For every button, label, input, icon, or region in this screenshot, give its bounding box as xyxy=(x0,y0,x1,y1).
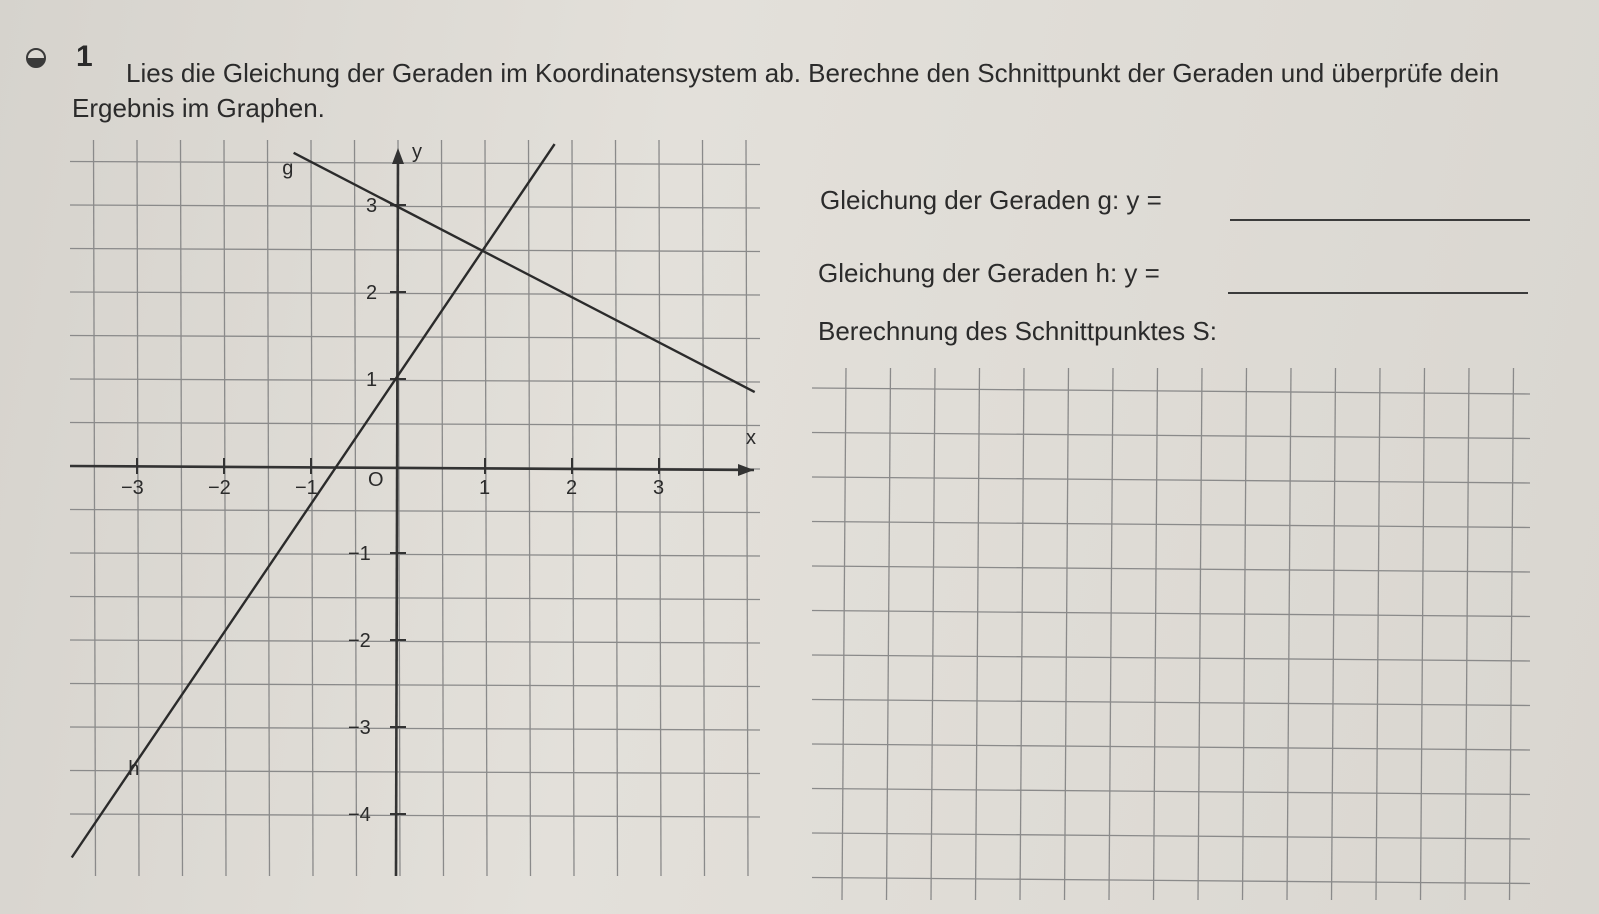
calc-grid-vertical xyxy=(887,368,891,900)
task-instruction: Lies die Gleichung der Geraden im Koordinatensystem ab. Berechne den Schnittpunkt der Geraden und überprüfe dein Ergebnis im Graphen. xyxy=(72,58,1500,123)
calc-grid-horizontal xyxy=(812,878,1530,884)
calculation-grid-lines xyxy=(812,368,1530,900)
calc-grid-vertical xyxy=(1376,368,1380,900)
calc-grid-vertical xyxy=(1243,368,1247,900)
x-tick-label: −1 xyxy=(295,477,318,499)
calc-grid-vertical xyxy=(976,368,980,900)
origin-label: O xyxy=(368,469,384,491)
x-tick-label: 3 xyxy=(653,477,665,499)
equation-g-label: Gleichung der Geraden g: y = xyxy=(820,185,1162,215)
calc-grid-horizontal xyxy=(812,433,1530,439)
line-h-label: h xyxy=(128,757,140,780)
x-axis-label: x xyxy=(746,427,756,449)
calc-grid-horizontal xyxy=(812,388,1530,394)
equation-h-label: Gleichung der Geraden h: y = xyxy=(818,258,1160,288)
calc-grid-horizontal xyxy=(812,789,1530,795)
calc-grid-horizontal xyxy=(812,833,1530,839)
calc-grid-horizontal xyxy=(812,522,1530,528)
y-axis-label: y xyxy=(412,141,422,163)
x-tick-label: 1 xyxy=(479,477,491,499)
y-tick-label: 2 xyxy=(366,282,378,304)
x-tick-label: −3 xyxy=(121,477,144,499)
calc-grid-vertical xyxy=(842,368,846,900)
calc-grid-horizontal xyxy=(812,566,1530,572)
calc-grid-vertical xyxy=(1510,368,1514,900)
calc-grid-vertical xyxy=(1421,368,1425,900)
calc-grid-vertical xyxy=(1465,368,1469,900)
y-tick-label: −3 xyxy=(348,717,371,739)
calc-grid-vertical xyxy=(1287,368,1291,900)
calc-grid-vertical xyxy=(1332,368,1336,900)
calc-grid-vertical xyxy=(1065,368,1069,900)
y-tick-label: −2 xyxy=(348,630,371,652)
y-tick-label: 1 xyxy=(366,369,378,391)
calc-grid-vertical xyxy=(1198,368,1202,900)
y-tick-label: −4 xyxy=(348,804,371,826)
calc-grid-vertical xyxy=(1109,368,1113,900)
calc-grid-vertical xyxy=(1154,368,1158,900)
calc-grid-horizontal xyxy=(812,477,1530,483)
y-tick-label: 3 xyxy=(366,195,378,217)
y-tick-label: −1 xyxy=(348,543,371,565)
line-g-label: g xyxy=(282,157,294,180)
task-number: 1 xyxy=(76,40,93,73)
x-tick-label: 2 xyxy=(566,477,578,499)
x-tick-label: −2 xyxy=(208,477,231,499)
calc-grid-vertical xyxy=(1020,368,1024,900)
calc-grid-vertical xyxy=(931,368,935,900)
intersection-label: Berechnung des Schnittpunktes S: xyxy=(818,316,1217,346)
